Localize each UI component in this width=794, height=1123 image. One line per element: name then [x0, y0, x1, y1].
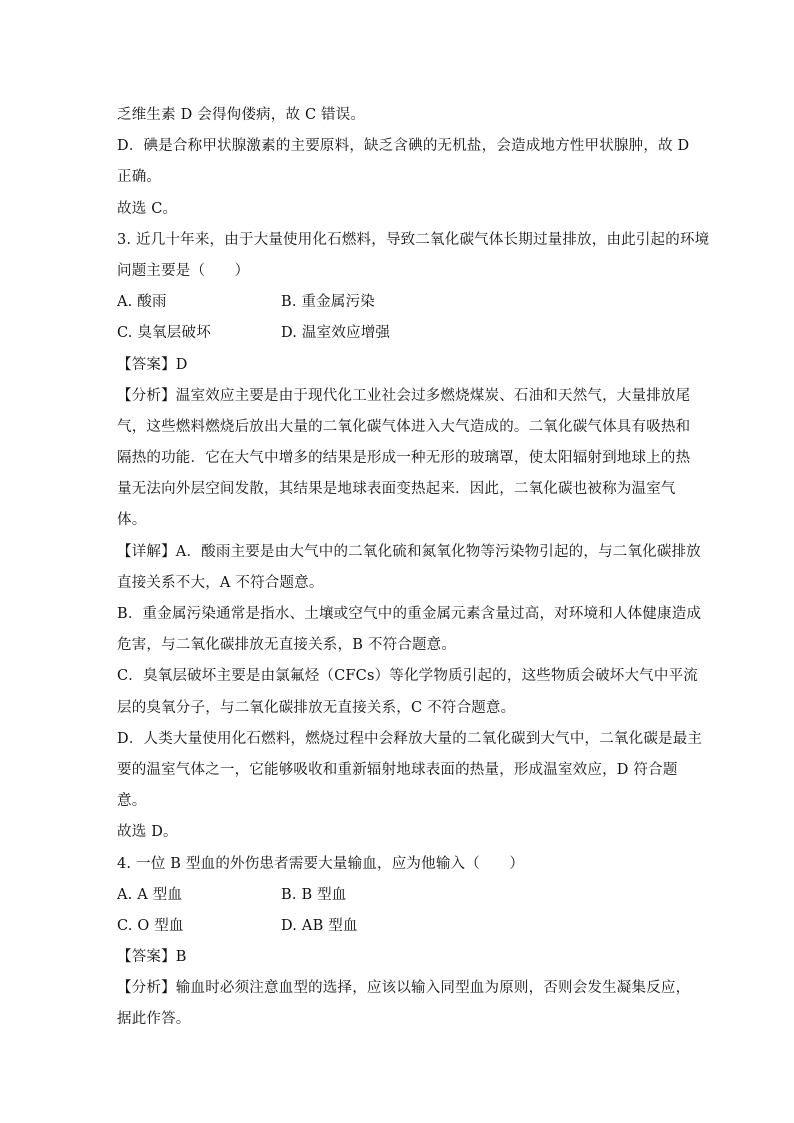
analysis-line: 据此作答。	[117, 1011, 191, 1028]
detail-line: 直接关系不大，A 不符合题意。	[117, 574, 324, 591]
option-c: C. 臭氧层破坏	[117, 325, 211, 342]
detail-line: 要的温室气体之一，它能够吸收和重新辐射地球表面的热量，形成温室效应，D 符合题	[117, 761, 678, 778]
question-3-stem: 问题主要是（ ）	[117, 262, 250, 279]
option-a: A. 酸雨	[117, 294, 167, 311]
detail-line: 【详解】A．酸雨主要是由大气中的二氧化硫和氮氧化物等污染物引起的，与二氧化碳排放	[117, 543, 701, 560]
analysis-line: 气，这些燃料燃烧后放出大量的二氧化碳气体进入大气造成的。二氧化碳气体具有吸热和	[117, 418, 691, 435]
detail-line: 层的臭氧分子，与二氧化碳排放无直接关系，C 不符合题意。	[117, 699, 516, 716]
analysis-line: 【分析】输血时必须注意血型的选择，应该以输入同型血为原则，否则会发生凝集反应，	[117, 980, 691, 997]
analysis-line: 体。	[117, 512, 147, 529]
text-line: 正确。	[117, 169, 162, 186]
analysis-line: 【分析】温室效应主要是由于现代化工业社会过多燃烧煤炭、石油和天然气，大量排放尾	[117, 387, 691, 404]
question-4-options-row	[117, 911, 682, 942]
page-content	[117, 100, 710, 1036]
conclusion-line: 故选 D。	[117, 824, 178, 841]
option-a: A. A 型血	[117, 886, 183, 903]
question-4-options-row	[117, 880, 682, 911]
question-3-options-row	[117, 287, 682, 318]
analysis-line: 量无法向外层空间发散，其结果是地球表面变热起来．因此，二氧化碳也被称为温室气	[117, 481, 676, 498]
analysis-line: 隔热的功能．它在大气中增多的结果是形成一种无形的玻璃罩，使太阳辐射到地球上的热	[117, 450, 691, 467]
option-c: C. O 型血	[117, 917, 184, 934]
text-line: D．碘是合称甲状腺激素的主要原料，缺乏含碘的无机盐，会造成地方性甲状腺肿，故 D	[117, 138, 690, 155]
question-4-stem: 4. 一位 B 型血的外伤患者需要大量输血，应为他输入（ ）	[117, 855, 525, 872]
question-3-stem: 3. 近几十年来，由于大量使用化石燃料，导致二氧化碳气体长期过量排放，由此引起的环境	[117, 231, 710, 248]
detail-line: 危害，与二氧化碳排放无直接关系，B 不符合题意。	[117, 637, 457, 654]
answer-line: 【答案】D	[117, 356, 188, 373]
option-d: D. 温室效应增强	[281, 325, 391, 342]
detail-line: 意。	[117, 793, 147, 810]
detail-line: C．臭氧层破坏主要是由氯氟烃（CFCs）等化学物质引起的，这些物质会破坏大气中平流	[117, 668, 698, 685]
option-d: D. AB 型血	[281, 917, 358, 934]
text-line: 故选 C。	[117, 200, 178, 217]
question-3-options-row	[117, 318, 682, 349]
detail-line: B．重金属污染通常是指水、土壤或空气中的重金属元素含量过高，对环境和人体健康造成	[117, 606, 702, 622]
answer-line: 【答案】B	[117, 949, 187, 966]
detail-line: D．人类大量使用化石燃料，燃烧过程中会释放大量的二氧化碳到大气中，二氧化碳是最主	[117, 730, 703, 747]
text-line: 乏维生素 D 会得佝偻病，故 C 错误。	[117, 107, 366, 123]
option-b: B. 重金属污染	[281, 294, 375, 311]
option-b: B. B 型血	[281, 886, 347, 903]
